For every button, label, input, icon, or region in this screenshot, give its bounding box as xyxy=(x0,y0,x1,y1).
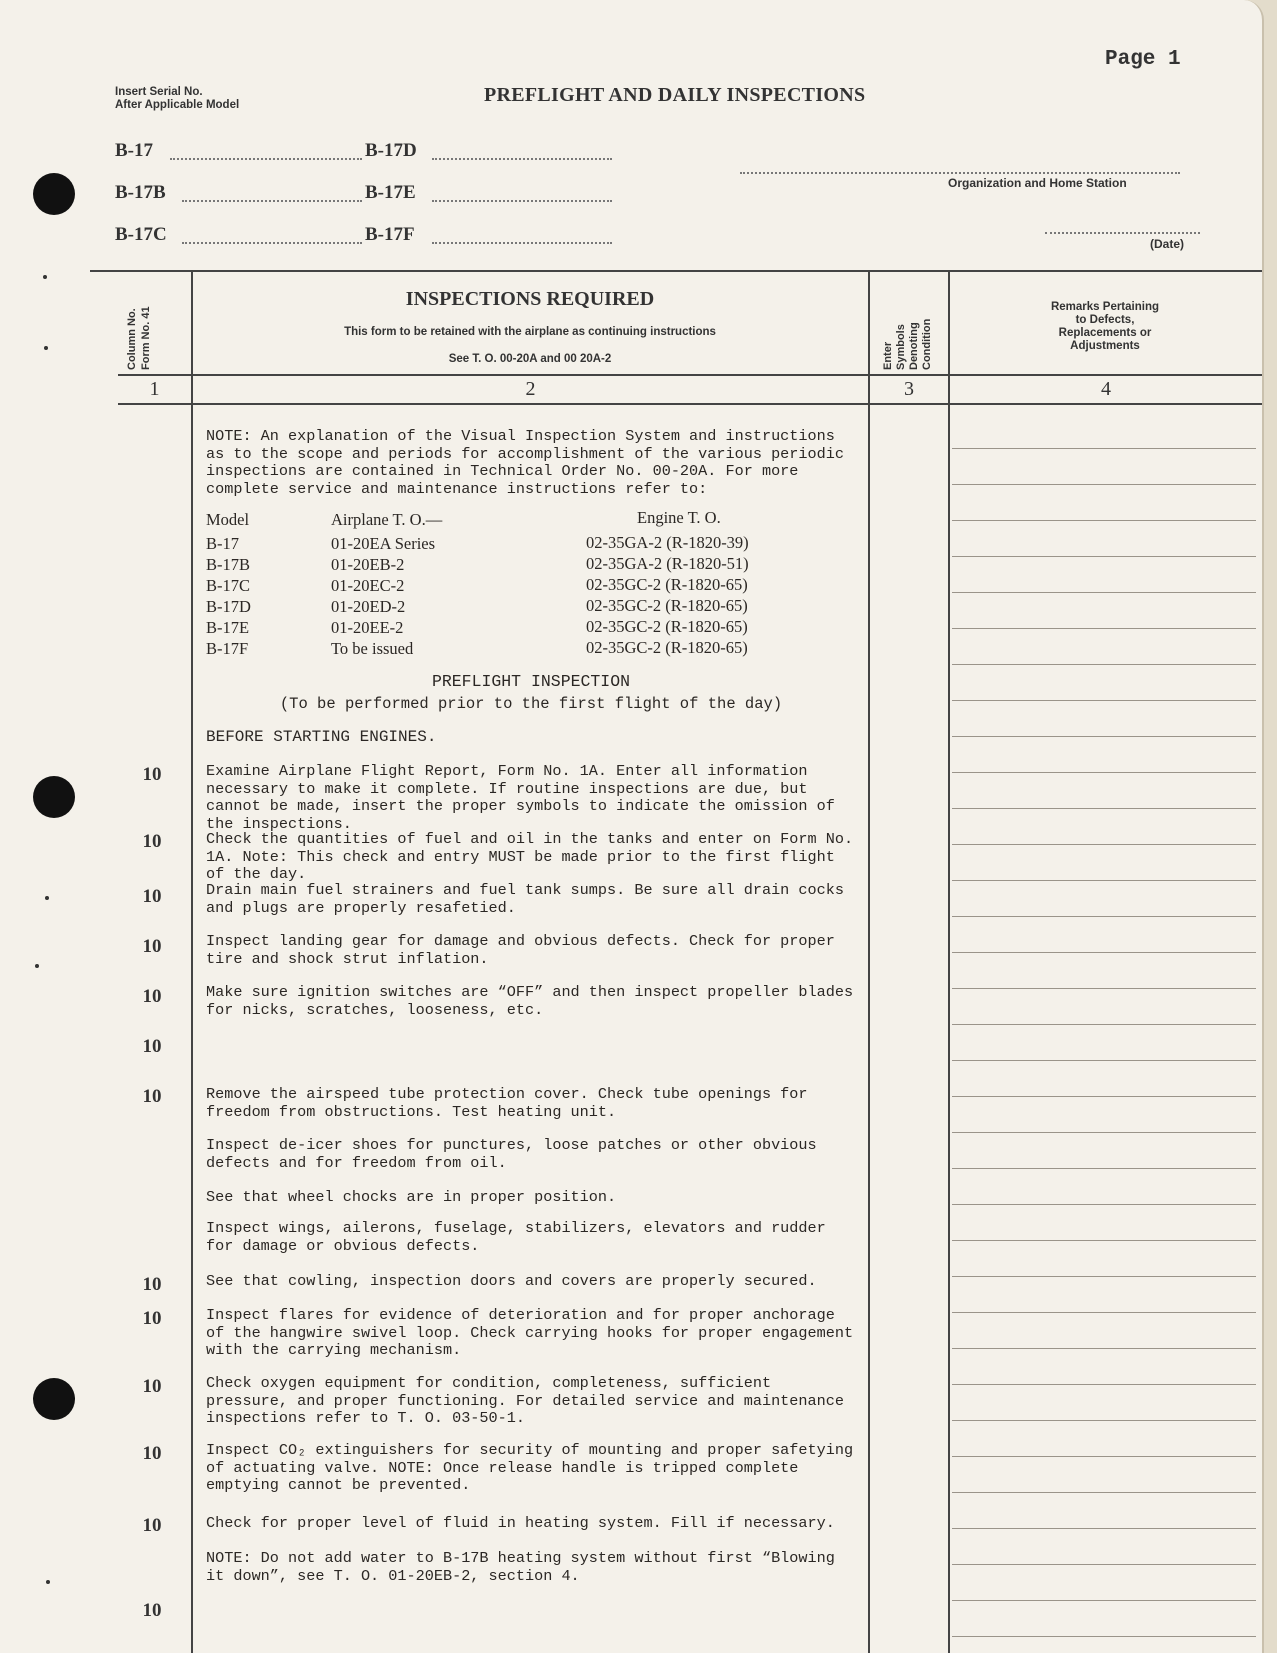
remarks-header-line: to Defects, xyxy=(1075,314,1135,326)
model-label: B-17B xyxy=(115,182,166,203)
punch-hole xyxy=(33,1378,75,1420)
date-field[interactable] xyxy=(1045,232,1200,234)
serial-note-line: After Applicable Model xyxy=(115,99,240,111)
remarks-header xyxy=(950,301,1260,353)
column-number: 10 xyxy=(142,1376,162,1397)
inspection-text: Drain main fuel strainers and fuel tank sumps. Be sure all drain cocks and plugs are properly resafetied. xyxy=(206,881,844,917)
inspections-subtitle: This form to be retained with the airplane as continuing instructions xyxy=(344,326,716,338)
serial-field-b17d[interactable] xyxy=(432,158,612,160)
to-model: B-17F xyxy=(206,639,249,658)
section-subheading: BEFORE STARTING ENGINES. xyxy=(206,728,437,746)
inspection-text: Remove the airspeed tube protection cover. Check tube openings for freedom from obstructions. Test heating unit. xyxy=(206,1085,808,1121)
inspection-text: See that wheel chocks are in proper position. xyxy=(206,1188,617,1206)
organization-field[interactable] xyxy=(740,172,1180,174)
serial-field-b17e[interactable] xyxy=(432,200,612,202)
column-number-1: 1 xyxy=(149,378,160,400)
column-number-3: 3 xyxy=(904,378,914,400)
remarks-header-line: Remarks Pertaining xyxy=(1050,301,1159,313)
speck xyxy=(44,346,48,350)
to-model: B-17 xyxy=(206,534,239,553)
date-label: (Date) xyxy=(1150,237,1185,251)
page-number: Page 1 xyxy=(1105,48,1181,71)
column-number: 10 xyxy=(142,1036,162,1057)
to-model: B-17B xyxy=(206,555,251,574)
model-row xyxy=(365,182,416,204)
inspection-text: Check the quantities of fuel and oil in the tanks and enter on Form No. 1A. Note: This check and entry MUST be made prior to the first flight of the day. xyxy=(206,830,854,883)
model-row xyxy=(115,224,167,246)
col3-header-line: Denoting xyxy=(908,322,920,370)
speck xyxy=(46,1580,50,1584)
column-number: 10 xyxy=(142,936,162,957)
section-title: PREFLIGHT INSPECTION xyxy=(431,672,631,691)
col3-header-line: Enter xyxy=(882,341,894,370)
column-number: 10 xyxy=(142,1600,162,1621)
column-number: 10 xyxy=(142,1308,162,1329)
inspections-reference: See T. O. 00-20A and 00 20A-2 xyxy=(448,353,612,365)
model-row xyxy=(365,224,415,246)
to-engine: 02-35GC-2 (R-1820-65) xyxy=(586,575,748,594)
inspection-text: Inspect flares for evidence of deterioration and for proper anchorage of the hangwire swivel loop. Check carrying hooks for proper engagement with the carrying mechanism. xyxy=(206,1306,854,1359)
to-airplane: 01-20ED-2 xyxy=(331,597,406,616)
model-row xyxy=(365,140,417,162)
column-number: 10 xyxy=(142,986,162,1007)
column-number-4: 4 xyxy=(1101,378,1111,400)
header-divider xyxy=(118,403,1262,405)
serial-field-b17b[interactable] xyxy=(182,200,362,202)
remarks-header-line: Adjustments xyxy=(1070,340,1140,352)
speck xyxy=(35,964,39,968)
serial-field-b17c[interactable] xyxy=(182,242,362,244)
remarks-header-line: Replacements or xyxy=(1058,327,1152,339)
col3-header-line: Symbols xyxy=(895,324,907,370)
inspection-text: Check for proper level of fluid in heating system. Fill if necessary. xyxy=(206,1514,835,1532)
organization-label: Organization and Home Station xyxy=(948,176,1127,190)
to-airplane: 01-20EC-2 xyxy=(331,576,405,595)
speck xyxy=(45,896,49,900)
model-label: B-17C xyxy=(115,224,167,245)
section-subtitle: (To be performed prior to the first flight of the day) xyxy=(279,695,783,713)
column-number: 10 xyxy=(142,1086,162,1107)
column-divider xyxy=(948,272,950,1653)
to-table-header-airplane: Airplane T. O.— xyxy=(331,510,443,529)
intro-note: NOTE: An explanation of the Visual Inspection System and instructions as to the scope and periods for accomplishment of the various periodic inspections are contained in Technical Order No. 00-20A. For more complete service and maintenance instructions refer to: xyxy=(206,427,844,498)
to-table-header-engine: Engine T. O. xyxy=(637,508,721,527)
to-airplane: 01-20EA Series xyxy=(331,534,436,553)
inspection-text: Inspect wings, ailerons, fuselage, stabilizers, elevators and rudder for damage or obvious defects. xyxy=(206,1219,826,1255)
inspection-text: Inspect de-icer shoes for punctures, loose patches or other obvious defects and for freedom from oil. xyxy=(206,1136,817,1172)
model-row xyxy=(115,182,166,204)
col3-header-line: Condition xyxy=(921,318,933,370)
serial-field-b17[interactable] xyxy=(170,158,362,160)
punch-hole xyxy=(33,173,75,215)
column-number: 10 xyxy=(142,886,162,907)
column-number: 10 xyxy=(142,831,162,852)
to-model: B-17E xyxy=(206,618,250,637)
punch-hole xyxy=(33,776,75,818)
inspection-text: Inspect landing gear for damage and obvious defects. Check for proper tire and shock strut inflation. xyxy=(206,932,835,968)
col1-header-line: Column No. xyxy=(126,308,138,370)
document-title: PREFLIGHT AND DAILY INSPECTIONS xyxy=(484,84,866,106)
model-label: B-17E xyxy=(365,182,416,203)
column-number-2: 2 xyxy=(525,378,536,400)
inspection-text: Inspect CO₂ extinguishers for security of mounting and proper safetying of actuating valve. NOTE: Once release handle is tripped complete emptying cannot be prevented. xyxy=(206,1441,854,1494)
to-engine: 02-35GC-2 (R-1820-65) xyxy=(586,596,748,615)
to-airplane: 01-20EE-2 xyxy=(331,618,404,637)
to-engine: 02-35GA-2 (R-1820-39) xyxy=(586,533,749,552)
model-label: B-17 xyxy=(115,140,153,161)
inspection-text: Make sure ignition switches are “OFF” and then inspect propeller blades for nicks, scratches, looseness, etc. xyxy=(206,983,854,1019)
model-label: B-17D xyxy=(365,140,417,161)
column-divider xyxy=(191,272,193,1653)
to-engine: 02-35GC-2 (R-1820-65) xyxy=(586,638,748,657)
column-divider xyxy=(868,272,870,1653)
col1-header-line: Form No. 41 xyxy=(140,306,152,370)
inspections-required-title: INSPECTIONS REQUIRED xyxy=(405,288,655,310)
inspection-text: NOTE: Do not add water to B-17B heating system without first “Blowing it down”, see T. O. 01-20EB-2, section 4. xyxy=(206,1549,835,1585)
table-top-border xyxy=(90,270,1262,272)
model-label: B-17F xyxy=(365,224,415,245)
serial-field-b17f[interactable] xyxy=(432,242,612,244)
model-row xyxy=(115,140,170,162)
to-engine: 02-35GA-2 (R-1820-51) xyxy=(586,554,749,573)
column-number: 10 xyxy=(142,764,162,785)
speck xyxy=(43,275,47,279)
inspection-text: See that cowling, inspection doors and covers are properly secured. xyxy=(206,1272,817,1290)
serial-note-line: Insert Serial No. xyxy=(115,86,203,98)
to-airplane: To be issued xyxy=(331,639,414,658)
serial-note xyxy=(115,86,239,112)
to-table-header-model: Model xyxy=(206,510,250,529)
column-number: 10 xyxy=(142,1515,162,1536)
inspection-text: Examine Airplane Flight Report, Form No. 1A. Enter all information necessary to make it complete. If routine inspections are due, but cannot be made, insert the proper symbols to indicate the omission of the inspections. xyxy=(206,762,835,833)
column-number: 10 xyxy=(142,1274,162,1295)
inspection-text: Check oxygen equipment for condition, completeness, sufficient pressure, and proper functioning. For detailed service and maintenance inspections refer to T. O. 03-50-1. xyxy=(206,1374,844,1427)
header-divider xyxy=(118,374,1262,376)
to-model: B-17D xyxy=(206,597,251,616)
col1-header xyxy=(118,282,168,372)
col3-header xyxy=(880,282,940,372)
column-number: 10 xyxy=(142,1443,162,1464)
to-engine: 02-35GC-2 (R-1820-65) xyxy=(586,617,748,636)
to-airplane: 01-20EB-2 xyxy=(331,555,405,574)
to-model: B-17C xyxy=(206,576,251,595)
